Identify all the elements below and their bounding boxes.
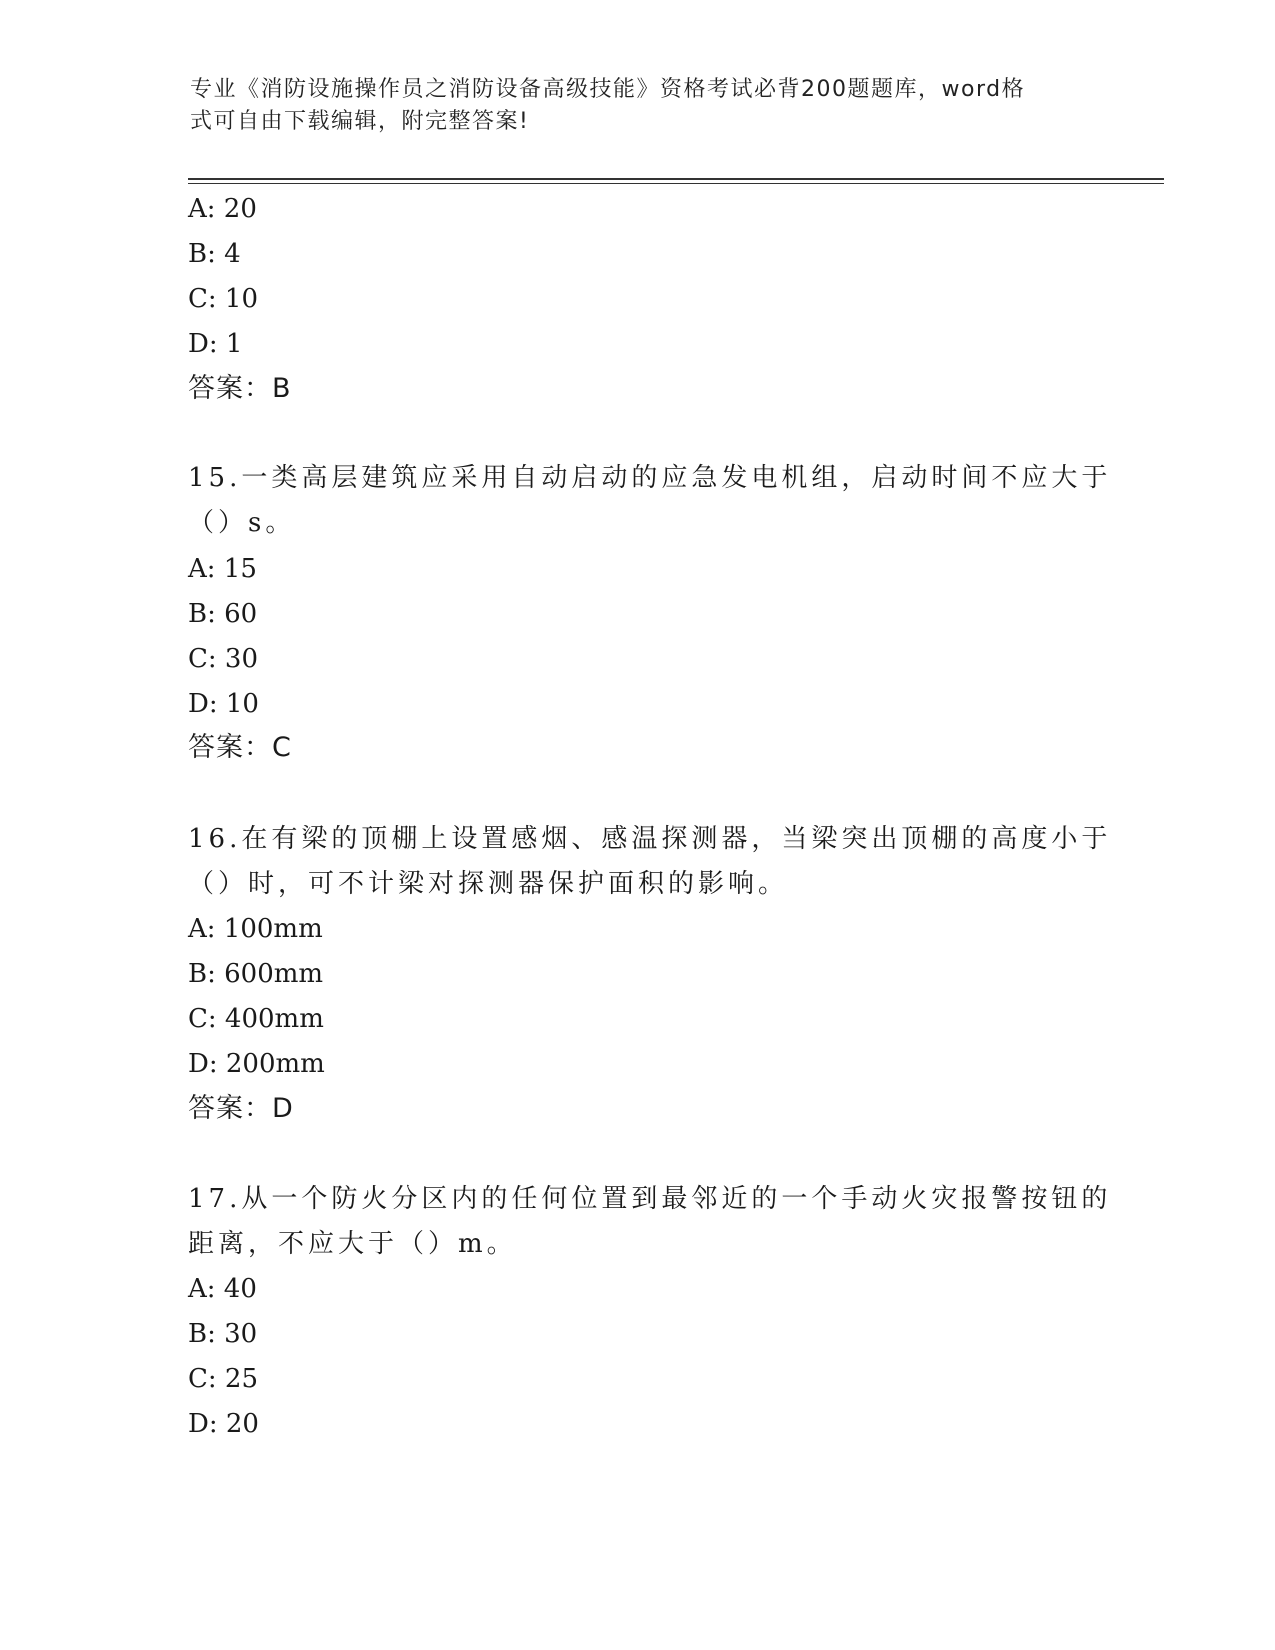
q14-option-c: C: 10 xyxy=(188,284,259,314)
q17-option-a: A: 40 xyxy=(188,1274,257,1304)
q17-text-line-1: 17.从一个防火分区内的任何位置到最邻近的一个手动火灾报警按钮的 xyxy=(188,1184,1112,1214)
header-divider xyxy=(188,178,1164,180)
q17-text-line-2: 距离，不应大于（）m。 xyxy=(188,1229,517,1259)
q15-option-a: A: 15 xyxy=(188,554,257,584)
document-header xyxy=(190,74,1090,138)
q15-option-c: C: 30 xyxy=(188,644,259,674)
q16-text-line-1: 16.在有梁的顶棚上设置感烟、感温探测器，当梁突出顶棚的高度小于 xyxy=(188,824,1112,854)
q14-option-a: A: 20 xyxy=(188,194,257,224)
header-line-1: 专业《消防设施操作员之消防设备高级技能》资格考试必背200题题库，word格 xyxy=(190,77,1026,102)
q14-answer: 答案：B xyxy=(188,373,292,404)
q14-option-b: B: 4 xyxy=(188,239,241,269)
q16-option-b: B: 600mm xyxy=(188,959,324,989)
q16-answer: 答案：D xyxy=(188,1093,294,1124)
q17-option-b: B: 30 xyxy=(188,1319,258,1349)
q15-text-line-1: 15.一类高层建筑应采用自动启动的应急发电机组，启动时间不应大于 xyxy=(188,463,1112,493)
q15-option-d: D: 10 xyxy=(188,689,259,719)
q15-answer: 答案：C xyxy=(188,732,292,763)
q15-option-b: B: 60 xyxy=(188,599,258,629)
q15-text-line-2: （）s。 xyxy=(188,508,296,538)
q16-option-c: C: 400mm xyxy=(188,1004,324,1034)
q17-option-c: C: 25 xyxy=(188,1364,259,1394)
header-divider-thin xyxy=(188,183,1164,184)
q14-option-d: D: 1 xyxy=(188,329,243,359)
q16-option-d: D: 200mm xyxy=(188,1049,325,1079)
q16-text-line-2: （）时，可不计梁对探测器保护面积的影响。 xyxy=(188,869,789,899)
q17-option-d: D: 20 xyxy=(188,1409,259,1439)
header-line-2: 式可自由下载编辑，附完整答案! xyxy=(190,109,530,134)
q16-option-a: A: 100mm xyxy=(188,914,323,944)
